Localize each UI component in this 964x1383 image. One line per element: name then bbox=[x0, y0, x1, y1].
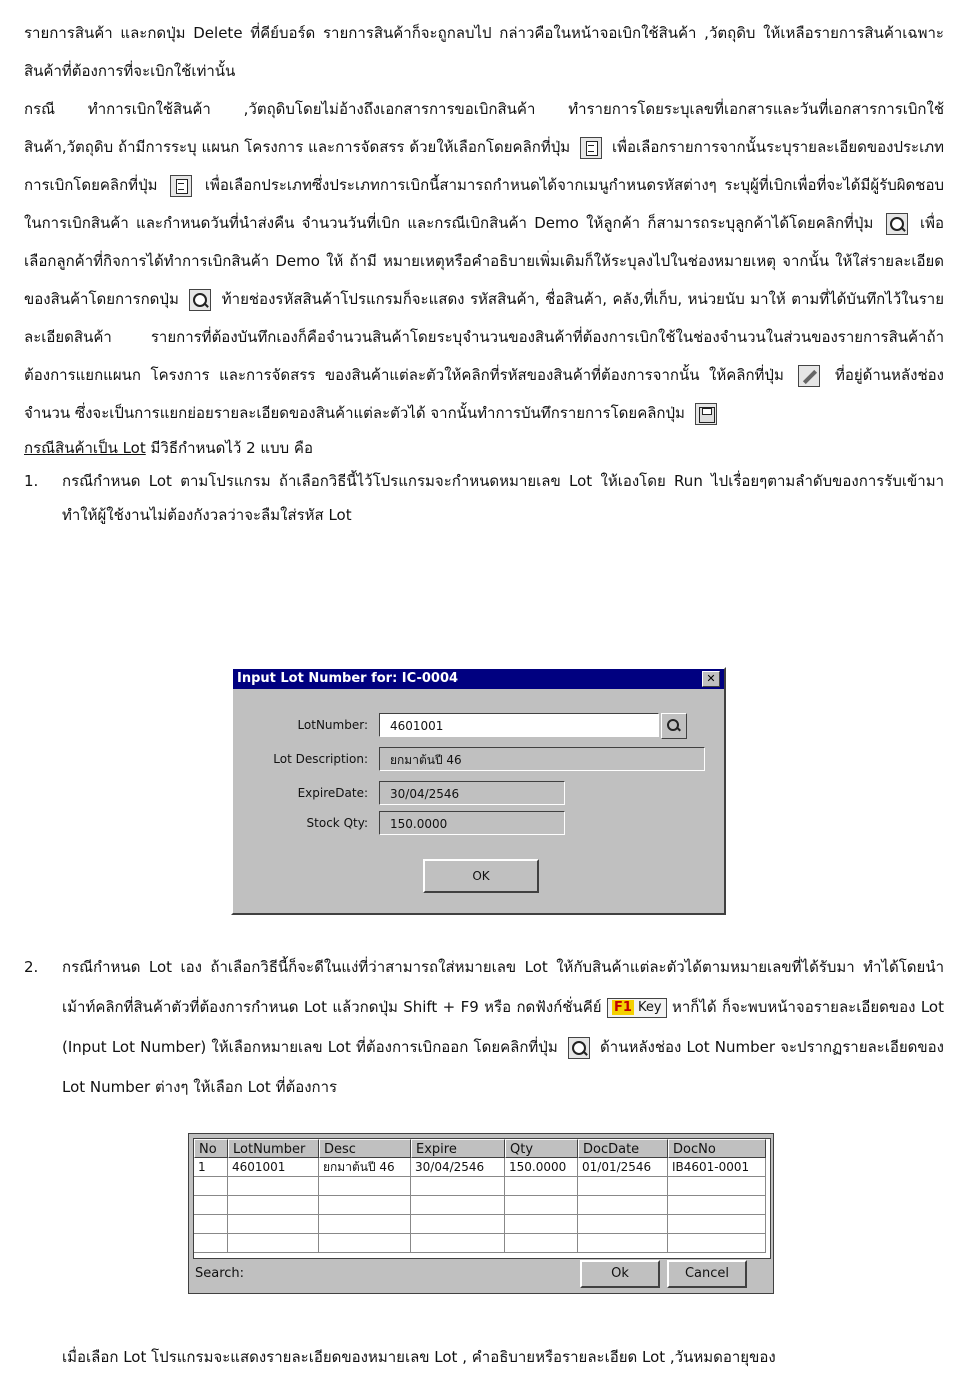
empty-cell[interactable] bbox=[668, 1215, 766, 1234]
stock-field: 150.0000 bbox=[379, 811, 565, 835]
table-cell[interactable]: 4601001 bbox=[228, 1158, 319, 1177]
empty-cell[interactable] bbox=[411, 1215, 505, 1234]
lot-heading-line bbox=[24, 432, 944, 464]
pencil-icon[interactable] bbox=[798, 365, 820, 387]
manual-page-lower bbox=[24, 947, 944, 1107]
paragraph-2-text-4: เพื่อเลือกลูกค้าที่กิจการได้ทำการเบิกสินค้า Demo ให้ ถ้ามี หมายเหตุหรือคำอธิบายเพิ่มเติมก็ให้ระบุลงไปในช่องหมายเหตุ จากนั้น ให้ใส่รายละเอียดของสินค้าโดยการกดปุ่ม bbox=[24, 214, 944, 308]
list-item-2-text-3: ด้านหลังช่อง Lot Number จะปรากฏรายละเอียดของ Lot Number ต่างๆ ให้เลือก Lot ที่ต้องการ bbox=[62, 1038, 944, 1096]
save-icon[interactable] bbox=[695, 403, 717, 425]
lot-number-label: LotNumber: bbox=[297, 718, 368, 732]
empty-cell[interactable] bbox=[668, 1234, 766, 1253]
lookup-icon[interactable] bbox=[661, 713, 687, 739]
empty-cell[interactable] bbox=[505, 1196, 578, 1215]
manual-page bbox=[24, 14, 944, 532]
empty-cell[interactable] bbox=[194, 1177, 228, 1196]
list-number-2: 2. bbox=[24, 958, 39, 976]
ok-button[interactable]: OK bbox=[423, 859, 539, 893]
table-cell[interactable]: 01/01/2546 bbox=[578, 1158, 668, 1177]
f1-key-text: Key bbox=[638, 999, 662, 1015]
empty-cell[interactable] bbox=[228, 1234, 319, 1253]
lot-grid-window bbox=[188, 1133, 774, 1294]
document-icon[interactable] bbox=[580, 137, 602, 159]
lot-number-input[interactable]: 4601001 bbox=[379, 713, 659, 737]
list-item-2-text-1: กรณีกำหนด Lot เอง ถ้าเลือกวิธีนี้ก็จะดีในแง่ที่ว่าสามารถใส่หมายเลข Lot ให้กับสินค้าแต่ละตัวได้ตามหมายเลขที่ได้รับมา ทำได้โดยนำเม้าท์คลิกที่สินค้าตัวที่ต้องการกำหนด Lot แล้วกดปุ่ม Shift + F9 หรือ กดฟังก์ชั่นคีย์ bbox=[62, 958, 944, 1016]
paragraph-2 bbox=[24, 90, 944, 432]
empty-cell[interactable] bbox=[319, 1177, 411, 1196]
empty-cell[interactable] bbox=[228, 1215, 319, 1234]
column-header[interactable]: Qty bbox=[505, 1139, 578, 1158]
paragraph-2-text-1: กรณี ทำการเบิกใช้สินค้า ,วัตถุดิบโดยไม่อ้างถึงเอกสารการขอเบิกสินค้า ทำรายการโดยระบุเลขที่เอกสารและวันที่เอกสารการเบิกใช้สินค้า,วัตถุดิบ ถ้ามีการระบุ แผนก โครงการ และการจัดสรร ด้วยให้เลือกโดยคลิกที่ปุ่ม bbox=[24, 100, 944, 156]
empty-cell[interactable] bbox=[194, 1196, 228, 1215]
cancel-button[interactable]: Cancel bbox=[667, 1260, 747, 1288]
lot-number-row bbox=[233, 711, 724, 739]
list-item-2 bbox=[24, 947, 944, 1107]
lot-desc-label: Lot Description: bbox=[273, 752, 368, 766]
empty-cell[interactable] bbox=[505, 1177, 578, 1196]
lot-desc-row bbox=[233, 745, 724, 773]
document-icon[interactable] bbox=[170, 175, 192, 197]
f1-key-label: F1 bbox=[613, 999, 632, 1015]
table-cell[interactable]: ยกมาต้นปี 46 bbox=[319, 1158, 411, 1177]
empty-cell[interactable] bbox=[668, 1196, 766, 1215]
empty-cell[interactable] bbox=[319, 1234, 411, 1253]
empty-cell[interactable] bbox=[578, 1196, 668, 1215]
list-item-1-text: กรณีกำหนด Lot ตามโปรแกรม ถ้าเลือกวิธีนี้ไว้โปรแกรมจะกำหนดหมายเลข Lot ให้เองโดย Run ไปเรื่อยๆตามลำดับของการรับเข้ามา ทำให้ผู้ใช้งานไม่ต้องกังวลว่าจะลืมใส่รหัส Lot bbox=[62, 472, 944, 524]
expire-row bbox=[233, 779, 724, 807]
column-header[interactable]: LotNumber bbox=[228, 1139, 319, 1158]
empty-cell[interactable] bbox=[411, 1196, 505, 1215]
expire-label: ExpireDate: bbox=[297, 786, 368, 800]
lot-heading: กรณีสินค้าเป็น Lot bbox=[24, 439, 146, 457]
ok-button[interactable]: Ok bbox=[580, 1260, 660, 1288]
paragraph-2-text-2: เพื่อเลือกรายการจากนั้นระบุรายละเอียดของประเภทการเบิกโดยคลิกที่ปุ่ม bbox=[24, 138, 944, 194]
list-number-1: 1. bbox=[24, 472, 39, 490]
lot-heading-rest: มีวิธีกำหนดไว้ 2 แบบ คือ bbox=[150, 439, 313, 457]
empty-cell[interactable] bbox=[411, 1177, 505, 1196]
empty-cell[interactable] bbox=[505, 1234, 578, 1253]
empty-cell[interactable] bbox=[578, 1215, 668, 1234]
empty-cell[interactable] bbox=[228, 1177, 319, 1196]
table-cell[interactable]: IB4601-0001 bbox=[668, 1158, 766, 1177]
column-header[interactable]: Desc bbox=[319, 1139, 411, 1158]
table-cell[interactable]: 30/04/2546 bbox=[411, 1158, 505, 1177]
column-header[interactable]: Expire bbox=[411, 1139, 505, 1158]
empty-cell[interactable] bbox=[578, 1177, 668, 1196]
stock-row bbox=[233, 809, 724, 837]
empty-cell[interactable] bbox=[578, 1234, 668, 1253]
empty-cell[interactable] bbox=[319, 1196, 411, 1215]
stock-label: Stock Qty: bbox=[306, 816, 368, 830]
column-header[interactable]: DocDate bbox=[578, 1139, 668, 1158]
empty-cell[interactable] bbox=[411, 1234, 505, 1253]
empty-cell[interactable] bbox=[319, 1215, 411, 1234]
column-header[interactable]: No bbox=[194, 1139, 228, 1158]
paragraph-2-text-6: ที่อยู่ด้านหลังช่องจำนวน ซึ่งจะเป็นการแยกย่อยรายละเอียดของสินค้าแต่ละตัวได้ จากนั้นทำการบันทึกรายการโดยคลิกปุ่ม bbox=[24, 366, 944, 422]
paragraph-2-text-5: ท้ายช่องรหัสสินค้าโปรแกรมก็จะแสดง รหัสสินค้า, ชื่อสินค้า, คลัง,ที่เก็บ, หน่วยนับ มาให้ ตามที่ได้บันทึกไว้ในรายละเอียดสินค้า รายการที่ต้องบันทึกเองก็คือจำนวนสินค้าโดยระบุจำนวนของสินค้าที่ต้องการเบิกใช้ในช่องจำนวนในส่วนของรายการสินค้าถ้าต้องการแยกแผนก โครงการ และการจัดสรร ของสินค้าแต่ละตัวให้คลิกที่รหัสของสินค้าที่ต้องการจากนั้น ให้คลิกที่ปุ่ม bbox=[24, 290, 944, 384]
column-header[interactable]: DocNo bbox=[668, 1139, 766, 1158]
lot-desc-field: ยกมาต้นปี 46 bbox=[379, 747, 705, 771]
magnifier-icon[interactable] bbox=[189, 289, 211, 311]
closing-paragraph: เมื่อเลือก Lot โปรแกรมจะแสดงรายละเอียดของหมายเลข Lot , คำอธิบายหรือรายละเอียด Lot ,วันหมดอายุของ bbox=[62, 1348, 776, 1366]
empty-cell[interactable] bbox=[668, 1177, 766, 1196]
empty-cell[interactable] bbox=[194, 1215, 228, 1234]
table-cell[interactable]: 1 bbox=[194, 1158, 228, 1177]
f1-key-button[interactable] bbox=[607, 998, 667, 1018]
table-cell[interactable]: 150.0000 bbox=[505, 1158, 578, 1177]
magnifier-icon[interactable] bbox=[886, 213, 908, 235]
input-lot-dialog bbox=[231, 667, 726, 915]
dialog-title: Input Lot Number for: IC-0004 bbox=[237, 671, 459, 686]
paragraph-2-text-3: เพื่อเลือกประเภทซึ่งประเภทการเบิกนี้สามารถกำหนดได้จากเมนูกำหนดรหัสต่างๆ ระบุผู้ที่เบิกเพื่อที่จะได้มีผู้รับผิดชอบในการเบิกสินค้า และกำหนดวันที่นำส่งคืน จำนวนวันที่เบิก และกรณีเบิกสินค้า Demo ให้ลูกค้า ก็สามารถระบุลูกค้าได้โดยคลิกที่ปุ่ม bbox=[24, 176, 944, 232]
lot-grid-table bbox=[193, 1138, 771, 1259]
empty-cell[interactable] bbox=[505, 1215, 578, 1234]
empty-cell[interactable] bbox=[194, 1234, 228, 1253]
dialog-title-bar bbox=[233, 669, 724, 689]
magnifier-icon[interactable] bbox=[568, 1037, 590, 1059]
empty-cell[interactable] bbox=[228, 1196, 319, 1215]
search-label: Search: bbox=[195, 1266, 245, 1281]
close-icon[interactable]: ✕ bbox=[702, 671, 720, 687]
expire-field: 30/04/2546 bbox=[379, 781, 565, 805]
paragraph-1: รายการสินค้า และกดปุ่ม Delete ที่คีย์บอร์ด รายการสินค้าก็จะถูกลบไป กล่าวคือในหน้าจอเบิกใช้สินค้า ,วัตถุดิบ ให้เหลือรายการสินค้าเฉพาะสินค้าที่ต้องการที่จะเบิกใช้เท่านั้น bbox=[24, 24, 944, 80]
list-item-2-text-2: หาก็ได้ ก็จะพบหน้าจอรายละเอียดของ Lot (Input Lot Number) ให้เลือกหมายเลข Lot ที่ต้องการเบิกออก โดยคลิกที่ปุ่ม bbox=[62, 998, 944, 1056]
closing-block bbox=[24, 1338, 944, 1376]
list-item-1 bbox=[24, 464, 944, 532]
